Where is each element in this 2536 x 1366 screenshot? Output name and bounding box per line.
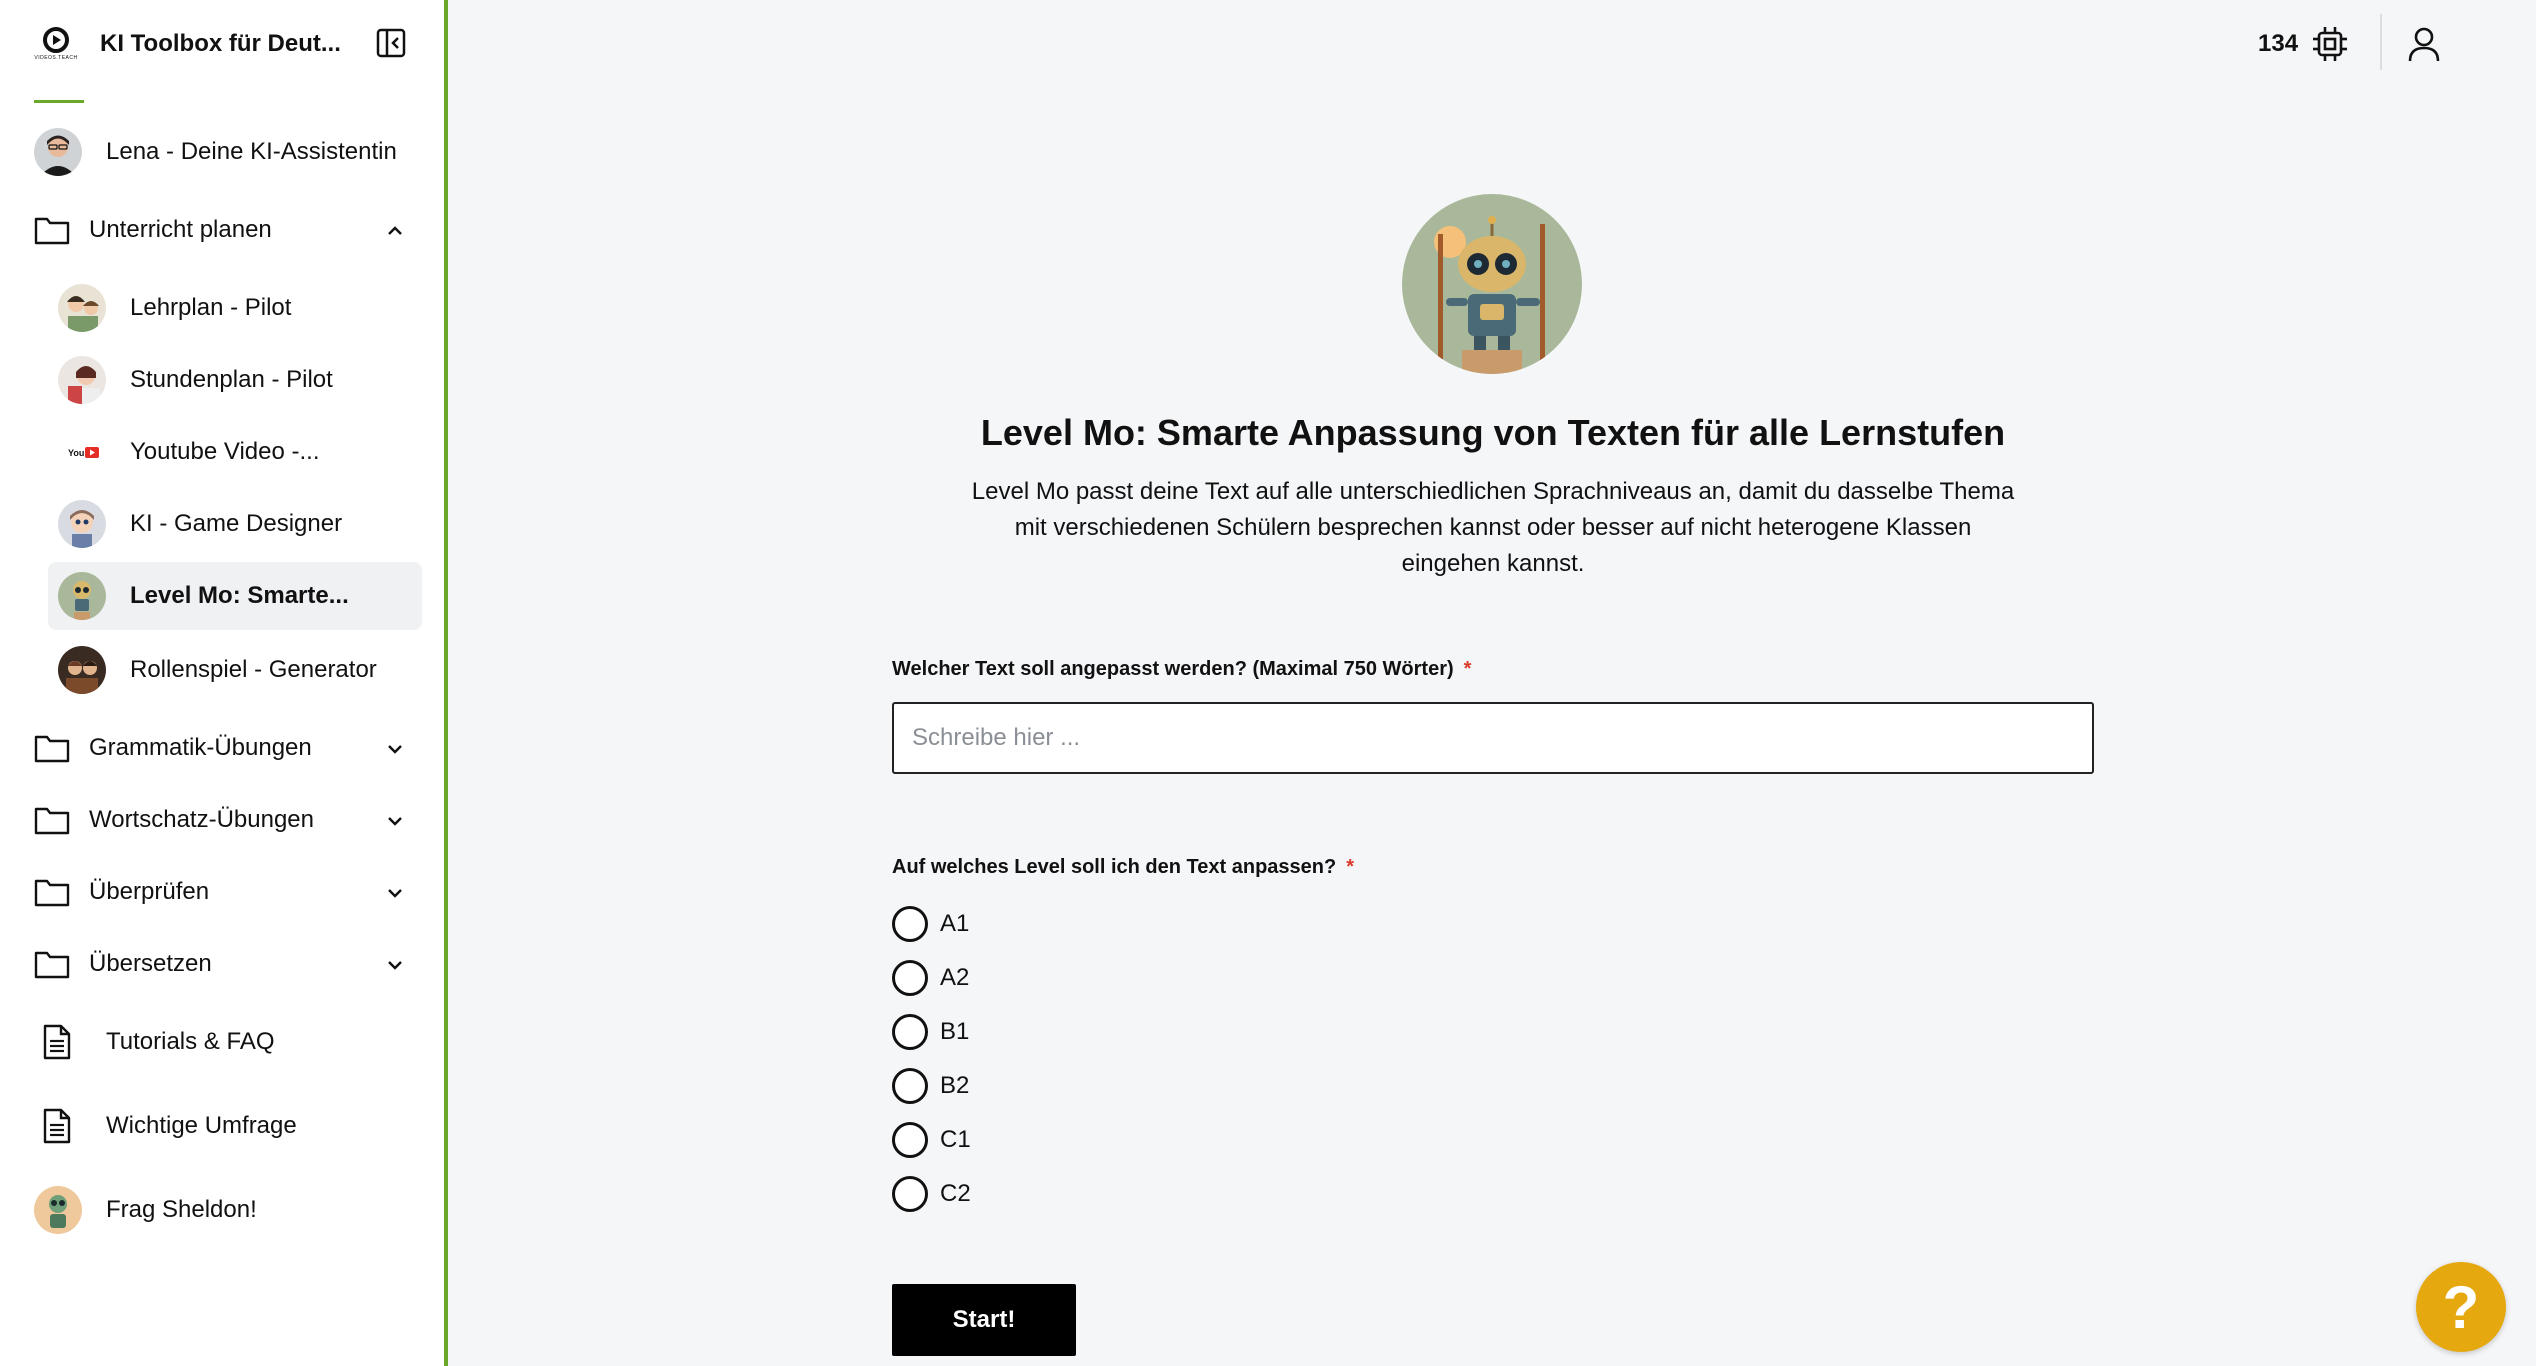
radio-option-a1[interactable] [892,904,969,944]
radio-label: A1 [940,910,970,937]
radio-option-b1[interactable] [892,1012,969,1052]
user-icon[interactable] [2404,24,2444,64]
sidebar-item-label: Übersetzen [89,950,212,977]
sidebar-item-label: Level Mo: Smarte... [130,582,349,609]
chevron-down-icon[interactable] [384,954,406,976]
page-title: Level Mo: Smarte Anpassung von Texten für alle Lernstufen [980,412,2006,453]
sidebar-item-tutorials[interactable] [34,1012,422,1072]
radio-label: B2 [940,1072,970,1099]
sidebar-subitem-stundenplan[interactable] [48,346,422,414]
rollenspiel-avatar [58,646,106,694]
lena-avatar [34,128,82,176]
folder-icon [34,214,70,246]
sidebar-item-label: Grammatik-Übungen [89,734,312,761]
sidebar-subitem-lehrplan[interactable] [48,274,422,342]
radio-option-a2[interactable] [892,958,969,998]
sidebar-item-label: KI - Game Designer [130,510,343,537]
radio-circle[interactable] [892,960,928,996]
chip-icon [2310,24,2350,64]
radio-option-c1[interactable] [892,1120,971,1160]
sidebar-subitem-rollenspiel[interactable] [48,636,422,704]
sheldon-avatar [34,1186,82,1234]
credits-counter[interactable] [2258,24,2350,64]
document-icon [40,1107,74,1145]
sidebar-folder-uebersetzen[interactable] [34,934,422,994]
sidebar-item-label: Lehrplan - Pilot [130,294,292,321]
document-icon [40,1023,74,1061]
lehrplan-avatar [58,284,106,332]
level-mo-avatar [58,572,106,620]
sidebar-folder-grammatik[interactable] [34,718,422,778]
radio-circle[interactable] [892,906,928,942]
page-description: Level Mo passt deine Text auf alle unterschiedlichen Sprachniveaus an, damit du dasselbe Thema mit verschiedenen Schülern besprechen kannst oder besser auf nicht heterogene Klassen eingehen kannst. [971,478,2015,577]
radio-circle[interactable] [892,1014,928,1050]
brand-underline [34,100,84,103]
sidebar-subitem-game-designer[interactable] [48,490,422,558]
radio-label: C2 [940,1180,971,1207]
sidebar [0,0,448,1366]
radio-option-c2[interactable] [892,1174,971,1214]
sidebar-folder-unterricht-planen[interactable] [34,200,422,260]
folder-icon [34,876,70,908]
sidebar-item-label: Youtube Video -... [130,438,320,465]
app-title: KI Toolbox für Deut... [100,30,341,57]
sidebar-item-label: Unterricht planen [89,216,272,243]
sidebar-item-lena[interactable] [34,122,422,182]
youtube-icon [58,428,106,476]
sidebar-item-sheldon[interactable] [34,1180,422,1240]
radio-circle[interactable] [892,1068,928,1104]
sidebar-item-label: Tutorials & FAQ [106,1028,275,1055]
sidebar-item-label: Rollenspiel - Generator [130,656,377,683]
sidebar-item-label: Überprüfen [89,878,210,905]
sidebar-folder-wortschatz[interactable] [34,790,422,850]
sidebar-item-umfrage[interactable] [34,1096,422,1156]
sidebar-item-label: Wortschatz-Übungen [89,806,314,833]
radio-circle[interactable] [892,1176,928,1212]
text-field-label: Welcher Text soll angepasst werden? (Maximal 750 Wörter) * [892,658,1472,680]
folder-icon [34,804,70,836]
radio-option-b2[interactable] [892,1066,969,1106]
start-button[interactable]: Start! [892,1284,1076,1356]
sidebar-item-label: Lena - Deine KI-Assistentin [106,138,397,165]
chevron-up-icon[interactable] [384,220,406,242]
sidebar-item-label: Frag Sheldon! [106,1196,257,1223]
chevron-down-icon[interactable] [384,810,406,832]
sidebar-folder-ueberpruefen[interactable] [34,862,422,922]
sidebar-collapse-icon[interactable] [374,26,408,60]
sidebar-subitem-level-mo[interactable] [48,562,422,630]
required-mark: * [1463,658,1472,680]
game-designer-avatar [58,500,106,548]
sidebar-item-label: Stundenplan - Pilot [130,366,333,393]
credits-value: 134 [2258,30,2299,57]
svg-text:You: You [68,448,85,458]
text-input[interactable] [892,702,2094,774]
folder-icon [34,732,70,764]
brand-logo: VIDEOS.TEACH [34,22,78,66]
chevron-down-icon[interactable] [384,882,406,904]
radio-circle[interactable] [892,1122,928,1158]
radio-label: B1 [940,1018,970,1045]
sidebar-subitem-youtube[interactable] [48,418,422,486]
help-button[interactable]: ? [2416,1262,2506,1352]
radio-label: C1 [940,1126,971,1153]
radio-label: A2 [940,964,970,991]
level-field-label: Auf welches Level soll ich den Text anpassen? * [892,856,1355,878]
folder-icon [34,948,70,980]
level-mo-hero-image [1402,194,1582,374]
header-divider [2380,14,2382,70]
sidebar-item-label: Wichtige Umfrage [106,1112,297,1139]
required-mark: * [1346,856,1355,878]
stundenplan-avatar [58,356,106,404]
chevron-down-icon[interactable] [384,738,406,760]
brand[interactable] [34,20,341,68]
